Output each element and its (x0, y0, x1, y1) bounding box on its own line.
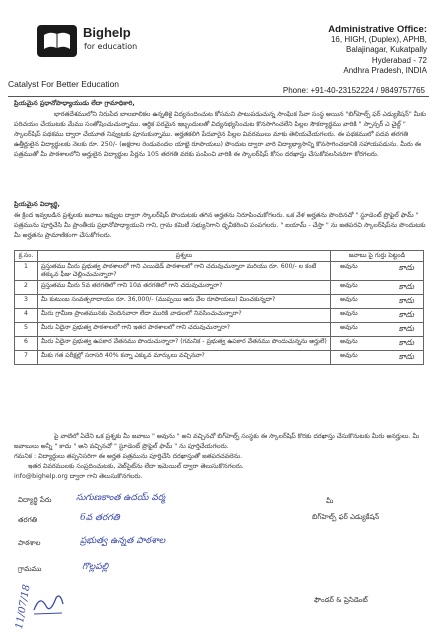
class-label: తరగతి (18, 516, 38, 524)
student-name-field[interactable]: సుగుణకాంత ఉదయ్ వర్మ (76, 493, 166, 503)
column-header-question: ప్రశ్నలు (38, 251, 331, 262)
row-number: 5 (15, 323, 38, 337)
row-number: 1 (15, 262, 38, 281)
intro-paragraph: భారతదేశములోని నిరుపేద బాలబాలికల ఉన్నతికై విద్యనందించుట కోసమని పాటుపడుచున్న సాంఘిక సేవా సంస్థ అయిన "బిగ్‌హెల్ప్ ఫర్ ఎడ్యుకేషన్" మీకు పరిచయం చేయుటకు మేము సంతోషించుచున్నాము. ఆర్థిక పరమైన ఇబ్బందులతో విద్యనభ్యసించుట కొనసాగించలేని పిల్లల సౌకర్యార్థము వారికి " స్పాన్సర్ ఎ చైల్డ్ " స్కాలర్‌షిప్ పథకము ద్వారా చేయూత నివ్వుటకు పూనుకున్నాము. అర్హతకలిగి పేదవారైన పిల్లల వివరములు మాకు తెలియచేయగలరు. ఈ పథకములో పదవ తరగతి ఉత్తీర్ణులైన విద్యార్థులకు నెలకు రూ. 250/- (అక్షరాల రెండువందల యాభై రూపాయలు) పొందుట ద్వారా వారి విద్యాభ్యాసాన్ని కొనసాగించడానికి సహాయపడును. మీరు ఈ పత్రముతో మీ పాఠశాలలోని అర్హులైన విద్యార్థుల పేర్లను 105 తరగతి వరకు పంపించి వారికి ఈ స్కాలర్‌షిప్ కోసం దరఖాస్తు చేసుకోవలసినదిగా కోరగలరు. (14, 111, 426, 158)
header-divider (8, 96, 429, 97)
student-greeting: ప్రియమైన విద్యార్థి, (14, 201, 60, 208)
class-field[interactable]: 6వ తరగతి (80, 513, 120, 523)
instructions-paragraph: ఈ క్రింద ఇవ్వబడిన ప్రశ్నలకు జవాబు ఇవ్వుట ద్వారా స్కాలర్‌షిప్ పొందుటకు తగిన అర్హతను నిరూపించుకోగలరు. ఒక వేళ అర్హతను పొందినచో " స్టూడెంట్ ప్రొఫైల్ ఫామ్ " పత్రమును పూర్తిచేసి మీ ప్రాంతీయ ప్రధానోపాధ్యాయుని గాని, గ్రామ కమిటీ సభ్యునిగాని ధృవీకరించి పంపగలరు. " ఐయామ్ - చేస్తా " ను జతపరచి స్కాలర్‌షిప్‌ను పొందుటకు మీ అర్హతను ప్రామాణికంగా చేసుకోగలరు. (14, 212, 426, 239)
school-label: పాఠశాల (18, 539, 41, 547)
yes-option[interactable]: అవును (340, 263, 358, 270)
yes-option[interactable]: అవును (340, 338, 358, 345)
question-text: మీరు ఏదైనా ప్రభుత్వ ఉపకార వేతనము పొందుచున్నారా? (గమనిక - ప్రభుత్వ ఉపకార వేతనము పొందుచున్నను అర్హులే) (38, 337, 331, 351)
yes-option[interactable]: అవును (340, 310, 358, 317)
yes-option[interactable]: అవును (340, 296, 358, 303)
student-name-label: విద్యార్థి పేరు (18, 496, 52, 504)
row-number: 2 (15, 281, 38, 295)
table-row (15, 295, 424, 309)
village-field[interactable]: గొల్లపల్లి (82, 562, 109, 572)
column-header-answer: జవాబు పై గుర్తు పెట్టండి (331, 251, 424, 262)
handwritten-initials-icon (30, 590, 66, 618)
answer-mark[interactable]: కాదు (398, 324, 414, 333)
question-text: ప్రస్తుతము మీరు ప్రభుత్వ పాఠశాలలో గాని ఎయిడెడ్ పాఠశాలలో గాని చదువుచున్నారా మరియు రూ. 600/- ల కంటే తక్కువ ఫీజు చెల్లించుచున్నారా? (38, 262, 331, 281)
question-text: మీకు గత పరీక్షల్లో సరాసరి 40% కన్నా ఎక్కువ మార్కులు వచ్చినవా? (38, 351, 331, 365)
table-row (15, 262, 424, 281)
address-line: Andhra Pradesh, INDIA (343, 65, 427, 75)
eligibility-table (14, 250, 424, 365)
brand-name: Bighelp (83, 25, 131, 40)
handwritten-date: 11/07/18 (14, 583, 33, 630)
answer-mark[interactable]: కాదు (398, 338, 414, 347)
address-line: Hyderabad - 72 (371, 55, 427, 65)
signature-title: ఫౌండర్ & ప్రెసిడెంట్ (314, 596, 368, 604)
question-text: ప్రస్తుతము మీరు 5వ తరగతిలో గాని 10వ తరగతిలో గాని చదువుచున్నారా? (38, 281, 331, 295)
signature-salutation: మీ (326, 497, 334, 505)
table-row (15, 309, 424, 323)
address-line: 16, HIGH, (Duplex), APHB, (330, 35, 427, 45)
answer-mark[interactable]: కాదు (398, 352, 414, 361)
row-number: 7 (15, 351, 38, 365)
row-number: 4 (15, 309, 38, 323)
table-header-row (15, 251, 424, 262)
address-line: Balajinagar, Kukatpally (346, 45, 427, 55)
tagline: Catalyst For Better Education (8, 79, 120, 89)
question-text: మీరు గ్రామీణ ప్రాంతమునకు చెందినవారా లేదా మురికి వాడలలో నివసించుచున్నారా? (38, 309, 331, 323)
table-row (15, 351, 424, 365)
answer-mark[interactable]: కాదు (398, 310, 414, 319)
village-label: గ్రామము (18, 565, 42, 573)
office-title: Administrative Office: (328, 24, 427, 35)
greeting: ప్రియమైన ప్రధానోపాధ్యాయుడు లేదా గ్రామాధికారి, (14, 100, 135, 107)
yes-option[interactable]: అవును (340, 282, 358, 289)
table-row (15, 323, 424, 337)
email-line[interactable]: info@bighelp.org ద్వారా గాని తెలుసుకొనగలరు. (14, 473, 143, 480)
footer-note-important: గమనిక : విద్యార్థులు తప్పనిసరిగా ఈ అర్హత పత్రమును పూర్తిచేసి దరఖాస్తుతో జతపరచవలెను. (14, 453, 243, 460)
question-text: మీరు ఏదైనా ప్రభుత్వ పాఠశాలలో గాని ఇతర పాఠశాలలో గాని చదువుచున్నారా? (38, 323, 331, 337)
yes-option[interactable]: అవును (340, 324, 358, 331)
column-header-number: క్ర.సం. (15, 251, 38, 262)
bighelp-logo-icon (36, 24, 78, 58)
question-text: మీ కుటుంబ సంవత్సరాదాయం రూ. 36,000/- (ముప్పయి ఆరు వేల రూపాయలు) మించకున్నదా? (38, 295, 331, 309)
table-row (15, 281, 424, 295)
footer-contact-note: ఇతర వివరములకు సంప్రదించుటకు, వెబ్‌సైట్‌ను లేదా ఇమెయిల్ ద్వారా తెలుసుకొనగలరు. (28, 463, 244, 470)
phone-number: Phone: +91-40-23152224 / 9849757765 (282, 86, 425, 95)
office-address (257, 25, 427, 76)
answer-mark[interactable]: కాదు (398, 263, 414, 272)
brand-subtitle: for education (84, 42, 138, 51)
row-number: 6 (15, 337, 38, 351)
footer-note: పై వాటిలో ఏదేని ఒక ప్రశ్నకు మీ జవాబు " అవును " అని వచ్చినచో బిగ్‌హెల్ప్ సంస్థకు ఈ స్కాలర్‌షిప్ కొరకు దరఖాస్తు చేసుకొనుటకు మీరు అనర్హులు. మీ జవాబులు అన్నీ " కాదు " అని వచ్చినచో " స్టూడెంట్ ప్రొఫైల్ ఫామ్ " ను పూర్తిచేయగలరు. (14, 433, 420, 450)
answer-mark[interactable]: కాదు (398, 282, 414, 291)
row-number: 3 (15, 295, 38, 309)
school-field[interactable]: ప్రభుత్వ ఉన్నత పాఠశాల (80, 536, 166, 546)
table-row (15, 337, 424, 351)
signature-org: బిగ్‌హెల్ప్ ఫర్ ఎడ్యుకేషన్ (312, 513, 380, 521)
yes-option[interactable]: అవును (340, 352, 358, 359)
answer-mark[interactable]: కాదు (398, 296, 414, 305)
